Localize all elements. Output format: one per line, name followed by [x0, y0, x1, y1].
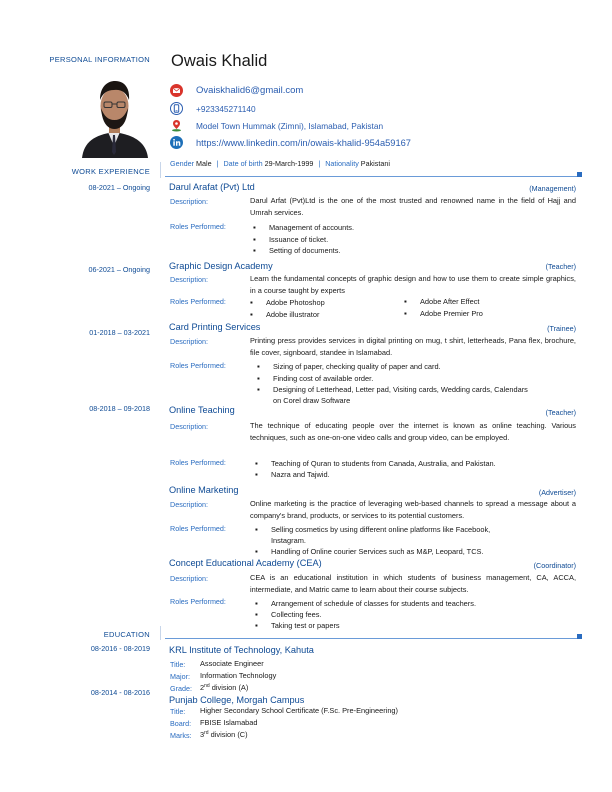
personal-details	[170, 159, 390, 168]
job-description: Learn the fundamental concepts of graphic design and how to use them to create simple graphics, in a course taught by experts	[250, 274, 576, 295]
role-bullet: ▪ Designing of Letterhead, Letter pad, Visiting cards, Wedding cards, Calendars	[273, 384, 528, 395]
role-bullet: ▪ Adobe Premier Pro	[420, 308, 483, 319]
roles-label: Roles Performed:	[170, 297, 226, 306]
nationality-label: Nationality	[325, 159, 359, 168]
title-label: Title:	[170, 707, 186, 716]
section-divider	[160, 162, 161, 178]
job-date: 06-2021 – Ongoing	[88, 265, 150, 274]
section-divider	[160, 626, 161, 640]
description-label: Description:	[170, 500, 208, 509]
dob-label: Date of birth	[223, 159, 263, 168]
role-bullet: ▪ Issuance of ticket.	[269, 234, 328, 245]
address-text: Model Town Hummak (Zimni), Islamabad, Pakistan	[196, 120, 384, 131]
education-date: 08-2016 - 08-2019	[90, 644, 150, 653]
education-title: Associate Engineer	[200, 659, 264, 668]
profile-photo	[76, 72, 153, 158]
roles-label: Roles Performed:	[170, 222, 226, 231]
roles-label: Roles Performed:	[170, 524, 226, 533]
section-rule-marker	[577, 634, 582, 639]
role-bullet: ▪ Adobe illustrator	[266, 309, 319, 320]
description-label: Description:	[170, 574, 208, 583]
job-description: CEA is an educational institution in which students of business management, CA, ACCA, intermediate, and Matric came to learn about their course subjects.	[250, 573, 576, 594]
role-bullet: ▪ Management of accounts.	[269, 222, 354, 233]
education-heading: EDUCATION	[103, 630, 150, 639]
phone-number[interactable]: +923345271140	[196, 103, 256, 114]
section-rule	[165, 176, 582, 177]
section-rule-marker	[577, 172, 582, 177]
candidate-name: Owais Khalid	[171, 52, 268, 70]
job-role: (Coordinator)	[533, 561, 576, 570]
nationality-value: Pakistani	[360, 159, 390, 168]
personal-information-heading: PERSONAL INFORMATION	[49, 55, 150, 64]
role-bullet: ▪ Handling of Online courier Services such as M&P, Leopard, TCS.	[271, 546, 484, 557]
envelope-icon	[170, 84, 183, 97]
grade-text: division (A)	[209, 683, 249, 692]
education-board: FBISE Islamabad	[200, 718, 258, 727]
education-title: Higher Secondary School Certificate (F.Sc. Pre-Engineering)	[200, 706, 398, 715]
job-role: (Advertiser)	[538, 488, 576, 497]
separator: |	[216, 159, 219, 168]
job-description: The technique of educating people over the internet is known as online teaching. Various techniques, such as one-on-one video calls and group video, can be employed.	[250, 421, 576, 442]
grade-suffix: nd	[204, 683, 210, 689]
education-major: Information Technology	[200, 671, 277, 680]
location-pin-icon	[170, 119, 183, 132]
education-institute: Punjab College, Morgah Campus	[169, 695, 305, 705]
grade-label: Grade:	[170, 684, 192, 693]
job-date: 08-2018 – 09-2018	[89, 404, 150, 413]
separator: |	[318, 159, 321, 168]
grade-number: 2	[200, 683, 205, 692]
contact-address	[170, 119, 383, 132]
contact-email[interactable]	[170, 84, 303, 97]
job-organization: Concept Educational Academy (CEA)	[169, 558, 322, 568]
section-rule	[165, 638, 582, 639]
role-bullet: ▪ Finding cost of available order.	[273, 373, 373, 384]
role-bullet: ▪ Selling cosmetics by using different online platforms like Facebook,	[271, 524, 490, 535]
job-organization: Card Printing Services	[169, 322, 261, 332]
marks-number: 3	[200, 730, 205, 739]
linkedin-icon	[170, 136, 183, 149]
job-role: (Management)	[529, 184, 576, 193]
education-date: 08-2014 - 08-2016	[90, 688, 150, 697]
job-organization: Graphic Design Academy	[169, 261, 273, 271]
job-description: Printing press provides services in digital printing on mug, t shirt, letterheads, Pana flex, brochure, file cover, signboard, standee in Islamabad.	[250, 336, 576, 357]
contact-linkedin[interactable]	[170, 136, 411, 149]
education-marks	[200, 730, 248, 739]
education-institute: KRL Institute of Technology, Kahuta	[169, 645, 314, 655]
roles-label: Roles Performed:	[170, 458, 226, 467]
role-bullet: ▪ Setting of documents.	[269, 245, 341, 256]
job-role: (Trainee)	[547, 324, 576, 333]
email-link[interactable]: Ovaiskhalid6@gmail.com	[196, 85, 304, 96]
job-organization: Online Teaching	[169, 405, 235, 415]
roles-label: Roles Performed:	[170, 361, 226, 370]
description-label: Description:	[170, 422, 208, 431]
phone-icon	[170, 102, 183, 115]
role-bullet: ▪ Nazra and Tajwid.	[271, 469, 330, 480]
work-experience-heading: WORK EXPERIENCE	[71, 167, 150, 176]
title-label: Title:	[170, 660, 186, 669]
job-organization: Online Marketing	[169, 485, 239, 495]
board-label: Board:	[170, 719, 192, 728]
job-organization: Darul Arafat (Pvt) Ltd	[169, 182, 255, 192]
role-bullet-continuation: Instagram.	[271, 536, 306, 545]
role-bullet-continuation: on Corel draw Software	[273, 396, 351, 405]
role-bullet: ▪ Sizing of paper, checking quality of paper and card.	[273, 361, 441, 372]
role-bullet: ▪ Adobe After Effect	[420, 296, 479, 307]
profile-photo-avatar	[76, 72, 153, 158]
role-bullet: ▪ Teaching of Quran to students from Canada, Australia, and Pakistan.	[271, 458, 496, 469]
job-role: (Teacher)	[545, 408, 576, 417]
major-label: Major:	[170, 672, 190, 681]
job-date: 08-2021 – Ongoing	[88, 183, 150, 192]
roles-label: Roles Performed:	[170, 597, 226, 606]
description-label: Description:	[170, 275, 208, 284]
role-bullet: ▪ Collecting fees.	[271, 609, 322, 620]
gender-value: Male	[195, 159, 212, 168]
linkedin-link[interactable]: https://www.linkedin.com/in/owais-khalid-954a59167	[196, 137, 411, 148]
job-description: Online marketing is the practice of leveraging web-based channels to spread a message about a company's brand, products, or services to its potential customers.	[250, 499, 576, 520]
role-bullet: ▪ Adobe Photoshop	[266, 297, 325, 308]
marks-label: Marks:	[170, 731, 192, 740]
gender-label: Gender	[170, 159, 194, 168]
marks-suffix: rd	[204, 730, 209, 736]
marks-text: division (C)	[208, 730, 248, 739]
job-role: (Teacher)	[545, 262, 576, 271]
dob-value: 29-March-1999	[264, 159, 314, 168]
job-date: 01-2018 – 03-2021	[89, 328, 150, 337]
contact-phone[interactable]	[170, 102, 256, 115]
role-bullet: ▪ Arrangement of schedule of classes for students and teachers.	[271, 598, 476, 609]
description-label: Description:	[170, 197, 208, 206]
education-grade	[200, 683, 248, 692]
job-description: Darul Arfat (Pvt)Ltd is the one of the most trusted and renowned name in the field of Hajj and Umrah services.	[250, 196, 576, 217]
description-label: Description:	[170, 337, 208, 346]
role-bullet: ▪ Taking test or papers	[271, 620, 340, 631]
